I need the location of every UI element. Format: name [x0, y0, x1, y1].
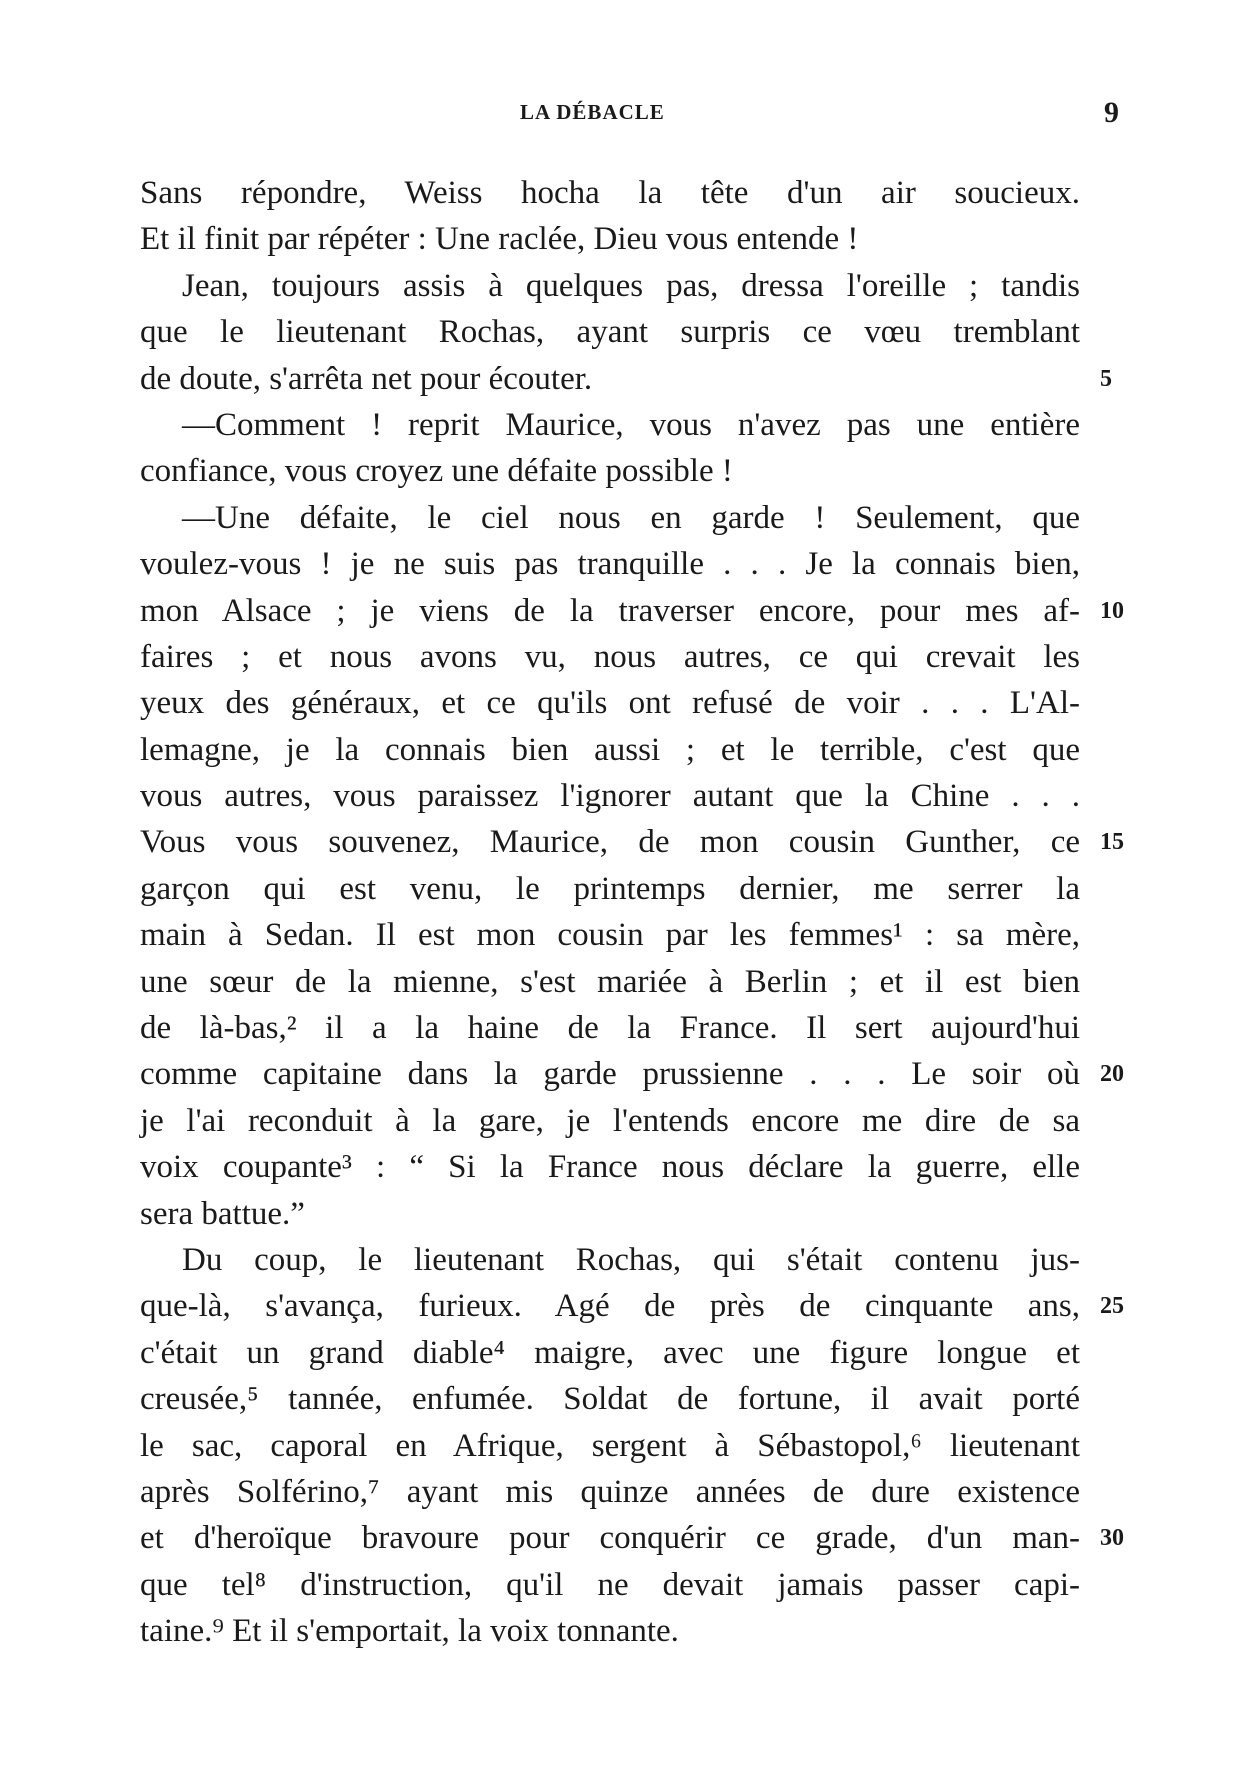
text-line: que tel⁸ d'instruction, qu'il ne devait jamais passer capi-	[140, 1566, 1080, 1603]
text-line: yeux des généraux, et ce qu'ils ont refusé de voir . . . L'Al-	[140, 685, 1080, 722]
line-number: 30	[1100, 1525, 1124, 1552]
text-line: sera battue.”	[140, 1195, 305, 1232]
text-line: je l'ai reconduit à la gare, je l'entends encore me dire de sa	[140, 1102, 1080, 1139]
page-number: 9	[1104, 96, 1119, 129]
line-number: 20	[1100, 1061, 1124, 1088]
text-line: une sœur de la mienne, s'est mariée à Berlin ; et il est bien	[140, 963, 1080, 1000]
text-line: lemagne, je la connais bien aussi ; et le terrible, c'est que	[140, 731, 1080, 768]
text-line: après Solférino,⁷ ayant mis quinze années de dure existence	[140, 1473, 1080, 1510]
body-text	[140, 170, 1124, 1655]
text-line: c'était un grand diable⁴ maigre, avec une figure longue et	[140, 1334, 1080, 1371]
text-line: Et il finit par répéter : Une raclée, Dieu vous entende !	[140, 221, 859, 258]
text-line: Vous vous souvenez, Maurice, de mon cousin Gunther, ce 15	[140, 819, 1080, 865]
text-line: et d'heroïque bravoure pour conquérir ce grade, d'un man- 30	[140, 1515, 1080, 1561]
line-number: 5	[1100, 365, 1112, 392]
text-line: mon Alsace ; je viens de la traverser encore, pour mes af- 10	[140, 588, 1080, 634]
text-line: que le lieutenant Rochas, ayant surpris ce vœu tremblant	[140, 314, 1080, 351]
text-line: comme capitaine dans la garde prussienne . . . Le soir où 20	[140, 1051, 1080, 1097]
text-line: vous autres, vous paraissez l'ignorer autant que la Chine . . .	[140, 778, 1080, 815]
text-line: voulez-vous ! je ne suis pas tranquille . . . Je la connais bien,	[140, 546, 1080, 583]
text-line: Du coup, le lieutenant Rochas, qui s'était contenu jus-	[182, 1241, 1080, 1278]
text-line: le sac, caporal en Afrique, sergent à Sébastopol,⁶ lieutenant	[140, 1427, 1080, 1464]
text-line: —Une défaite, le ciel nous en garde ! Seulement, que	[182, 499, 1080, 536]
running-title: LA DÉBACLE	[520, 100, 665, 124]
text-line: main à Sedan. Il est mon cousin par les femmes¹ : sa mère,	[140, 917, 1080, 954]
text-line: faires ; et nous avons vu, nous autres, ce qui crevait les	[140, 638, 1080, 675]
text-line: voix coupante³ : “ Si la France nous déclare la guerre, elle	[140, 1149, 1080, 1186]
text-line: Jean, toujours assis à quelques pas, dressa l'oreille ; tandis	[182, 267, 1080, 304]
text-line: de là-bas,² il a la haine de la France. Il sert aujourd'hui	[140, 1010, 1080, 1047]
line-number: 10	[1100, 597, 1124, 624]
text-line: confiance, vous croyez une défaite possible !	[140, 453, 733, 490]
line-number: 25	[1100, 1293, 1124, 1320]
text-line: de doute, s'arrêta net pour écouter. 5	[140, 356, 1080, 402]
line-number: 15	[1100, 829, 1124, 856]
text-line: que-là, s'avança, furieux. Agé de près de cinquante ans, 25	[140, 1283, 1080, 1329]
text-line: garçon qui est venu, le printemps dernier, me serrer la	[140, 870, 1080, 907]
text-line: creusée,⁵ tannée, enfumée. Soldat de fortune, il avait porté	[140, 1381, 1080, 1418]
text-line: taine.⁹ Et il s'emportait, la voix tonnante.	[140, 1613, 679, 1650]
text-line: —Comment ! reprit Maurice, vous n'avez pas une entière	[182, 406, 1080, 443]
text-line: Sans répondre, Weiss hocha la tête d'un air soucieux.	[140, 175, 1080, 211]
